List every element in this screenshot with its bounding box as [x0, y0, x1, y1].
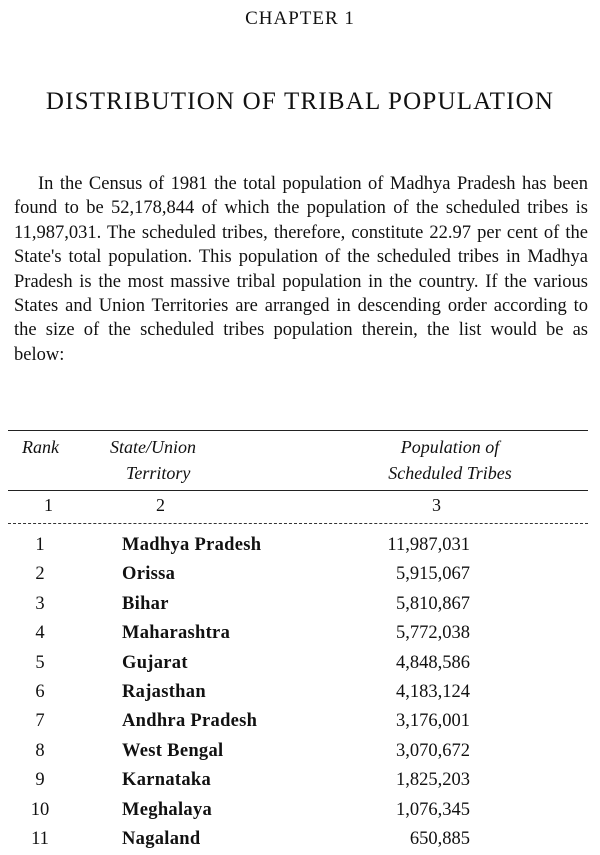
- population-cell: 5,810,867: [396, 593, 470, 614]
- table-row: [0, 796, 600, 825]
- header-state-line1: State/Union: [110, 437, 196, 457]
- column-number-rule: [8, 523, 588, 524]
- chapter-label: CHAPTER 1: [245, 8, 355, 29]
- table-row: [0, 590, 600, 619]
- header-pop-line2: Scheduled Tribes: [388, 463, 512, 483]
- rank-cell: 4: [35, 623, 45, 644]
- column-number-3: 3: [432, 495, 441, 515]
- population-cell: 5,915,067: [396, 564, 470, 585]
- population-cell: 1,076,345: [396, 799, 470, 820]
- table-row: [0, 825, 600, 854]
- population-cell: 11,987,031: [387, 535, 470, 555]
- header-state: [110, 434, 250, 486]
- header-pop-line1: Population of: [400, 437, 500, 457]
- header-rule: [8, 490, 588, 491]
- header-state-line2: Territory: [126, 463, 191, 483]
- table-top-rule: [8, 430, 588, 431]
- rank-cell: 3: [35, 593, 45, 614]
- rank-cell: 5: [35, 652, 45, 673]
- header-population: [360, 434, 540, 486]
- table-row: [0, 707, 600, 736]
- state-cell: Maharashtra: [122, 623, 231, 644]
- table-row: [0, 678, 600, 707]
- population-cell: 3,070,672: [396, 740, 470, 761]
- chapter-title: DISTRIBUTION OF TRIBAL POPULATION: [45, 88, 555, 115]
- table-row: [0, 649, 600, 678]
- state-cell: Bihar: [122, 593, 169, 614]
- state-cell: Karnataka: [122, 770, 212, 791]
- column-number-2: 2: [156, 495, 165, 515]
- table-row: [0, 619, 600, 648]
- rank-cell: 8: [35, 740, 45, 761]
- table-row: [0, 531, 600, 560]
- population-cell: 1,825,203: [396, 770, 470, 791]
- table-row: [0, 766, 600, 795]
- table-body: [0, 531, 600, 854]
- population-cell: 4,848,586: [396, 652, 470, 673]
- column-number-1: 1: [44, 495, 53, 515]
- population-cell: 5,772,038: [396, 623, 470, 644]
- state-cell: Rajasthan: [122, 681, 206, 702]
- rank-cell: 9: [35, 770, 45, 791]
- population-cell: 4,183,124: [396, 681, 470, 702]
- rank-cell: 1: [35, 535, 45, 555]
- intro-paragraph: In the Census of 1981 the total population of Madhya Pradesh has been found to be 52,178,844 of which the population of the scheduled tribes is 11,987,031. The scheduled tribes, therefore, constitute 22.97 per cent of the State's total population. This population of the scheduled tribes in Madhya Pradesh is the most massive tribal population in the country. If the various States and Union Territories are arranged in descending order according to the size of the scheduled tribes population therein, the list would be as below:: [14, 174, 588, 365]
- rank-cell: 2: [35, 564, 45, 585]
- table-row: [0, 737, 600, 766]
- state-cell: West Bengal: [122, 740, 224, 761]
- state-cell: Orissa: [122, 564, 176, 585]
- population-cell: 3,176,001: [396, 711, 470, 732]
- state-cell: Andhra Pradesh: [122, 711, 258, 732]
- state-cell: Meghalaya: [122, 799, 213, 820]
- state-cell: Nagaland: [122, 828, 201, 849]
- rank-cell: 6: [35, 681, 45, 702]
- rank-cell: 10: [30, 799, 50, 820]
- header-rank: Rank: [22, 437, 59, 457]
- state-cell: Madhya Pradesh: [122, 535, 262, 555]
- table-row: [0, 560, 600, 589]
- rank-cell: 7: [35, 711, 45, 732]
- population-cell: 650,885: [409, 828, 470, 849]
- state-cell: Gujarat: [122, 652, 188, 673]
- rank-cell: 11: [31, 828, 49, 849]
